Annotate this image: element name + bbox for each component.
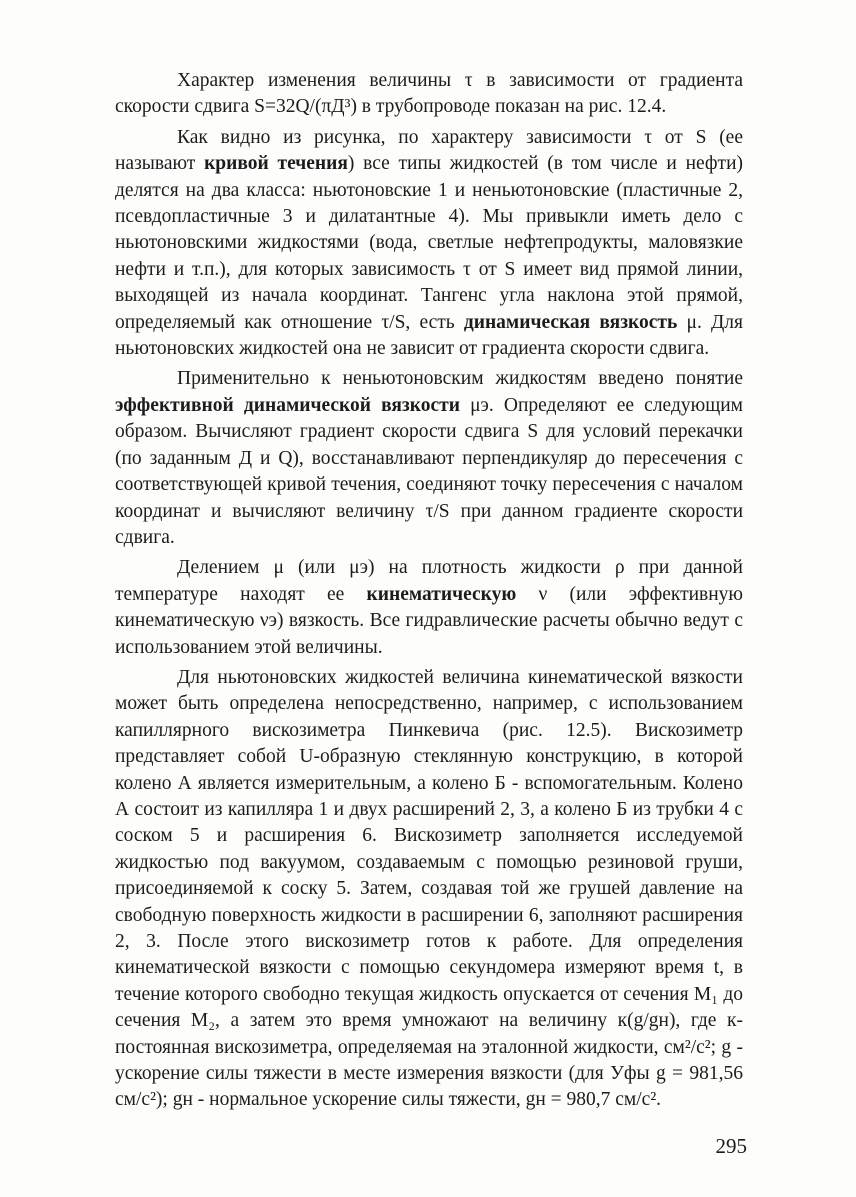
bold-term: кинематическую [366,583,517,605]
paragraph-3: Применительно к неньютоновским жидкостям введено понятие эффективной динамической вязкости μэ. Определяют ее следующим образом. Вычисляют градиент скорости сдвига S для условий перекачки (по заданным Д и Q), восстанавливают перпендикуляр до пересечения с соответствующей кривой течения, соединяют точку пересечения с началом координат и вычисляют величину τ/S при данном градиенте скорости сдвига. [115,368,743,548]
bold-term: эффективной динамической вязкости [115,394,460,416]
bold-term: кривой течения [204,153,348,175]
page-number: 295 [715,1134,747,1158]
paragraph-4: Делением μ (или μэ) на плотность жидкости ρ при данной температуре находят ее кинематическую ν (или эффективную кинематическую νэ) вязкость. Все гидравлические расчеты обычно ведут с использованием этой величины. [115,557,743,658]
body-text [115,68,743,1114]
paragraph-5: Для ньютоновских жидкостей величина кинематической вязкости может быть определена непосредственно, например, с использованием капиллярного вискозиметра Пинкевича (рис. 12.5). Вискозиметр представляет собой U-образную стеклянную конструкцию, в которой колено А является измерительным, а колено Б - вспомогательным. Колено А состоит из капилляра 1 и двух расширений 2, 3, а колено Б из трубки 4 с соском 5 и расширения 6. Вискозиметр заполняется исследуемой жидкостью под вакуумом, создаваемым с помощью резиновой груши, присоединяемой к соску 5. Затем, создавая той же грушей давление на свободную поверхность жидкости в расширении 6, заполняют расширения 2, 3. После этого вискозиметр готов к работе. Для определения кинематической вязкости с помощью секундомера измеряют время t, в течение которого свободно текущая жидкость опускается от сечения М₁ до сечения М₂, а затем это время умножают на величину к(g/gн), где к-постоянная вискозиметра, определяемая на эталонной жидкости, см²/с²; g - ускорение силы тяжести в месте измерения вязкости (для Уфы g = 981,56 см/с²); gн - нормальное ускорение силы тяжести, gн = 980,7 см/с². [115,666,743,1111]
paragraph-2: Как видно из рисунка, по характеру зависимости τ от S (ее называют кривой течения) все типы жидкостей (в том числе и нефти) делятся на два класса: ньютоновские 1 и неньютоновские (пластичные 2, псевдопластичные 3 и дилатантные 4). Мы привыкли иметь дело с ньютоновскими жидкостями (вода, светлые нефтепродукты, маловязкие нефти и т.п.), для которых зависимость τ от S имеет вид прямой линии, выходящей из начала координат. Тангенс угла наклона этой прямой, определяемый как отношение τ/S, есть динамическая вязкость μ. Для ньютоновских жидкостей она не зависит от градиента скорости сдвига. [115,126,743,360]
bold-term: динамическая вязкость [463,311,678,333]
paragraph-1: Характер изменения величины τ в зависимости от градиента скорости сдвига S=32Q/(πД³) в трубопроводе показан на рис. 12.4. [115,70,743,118]
